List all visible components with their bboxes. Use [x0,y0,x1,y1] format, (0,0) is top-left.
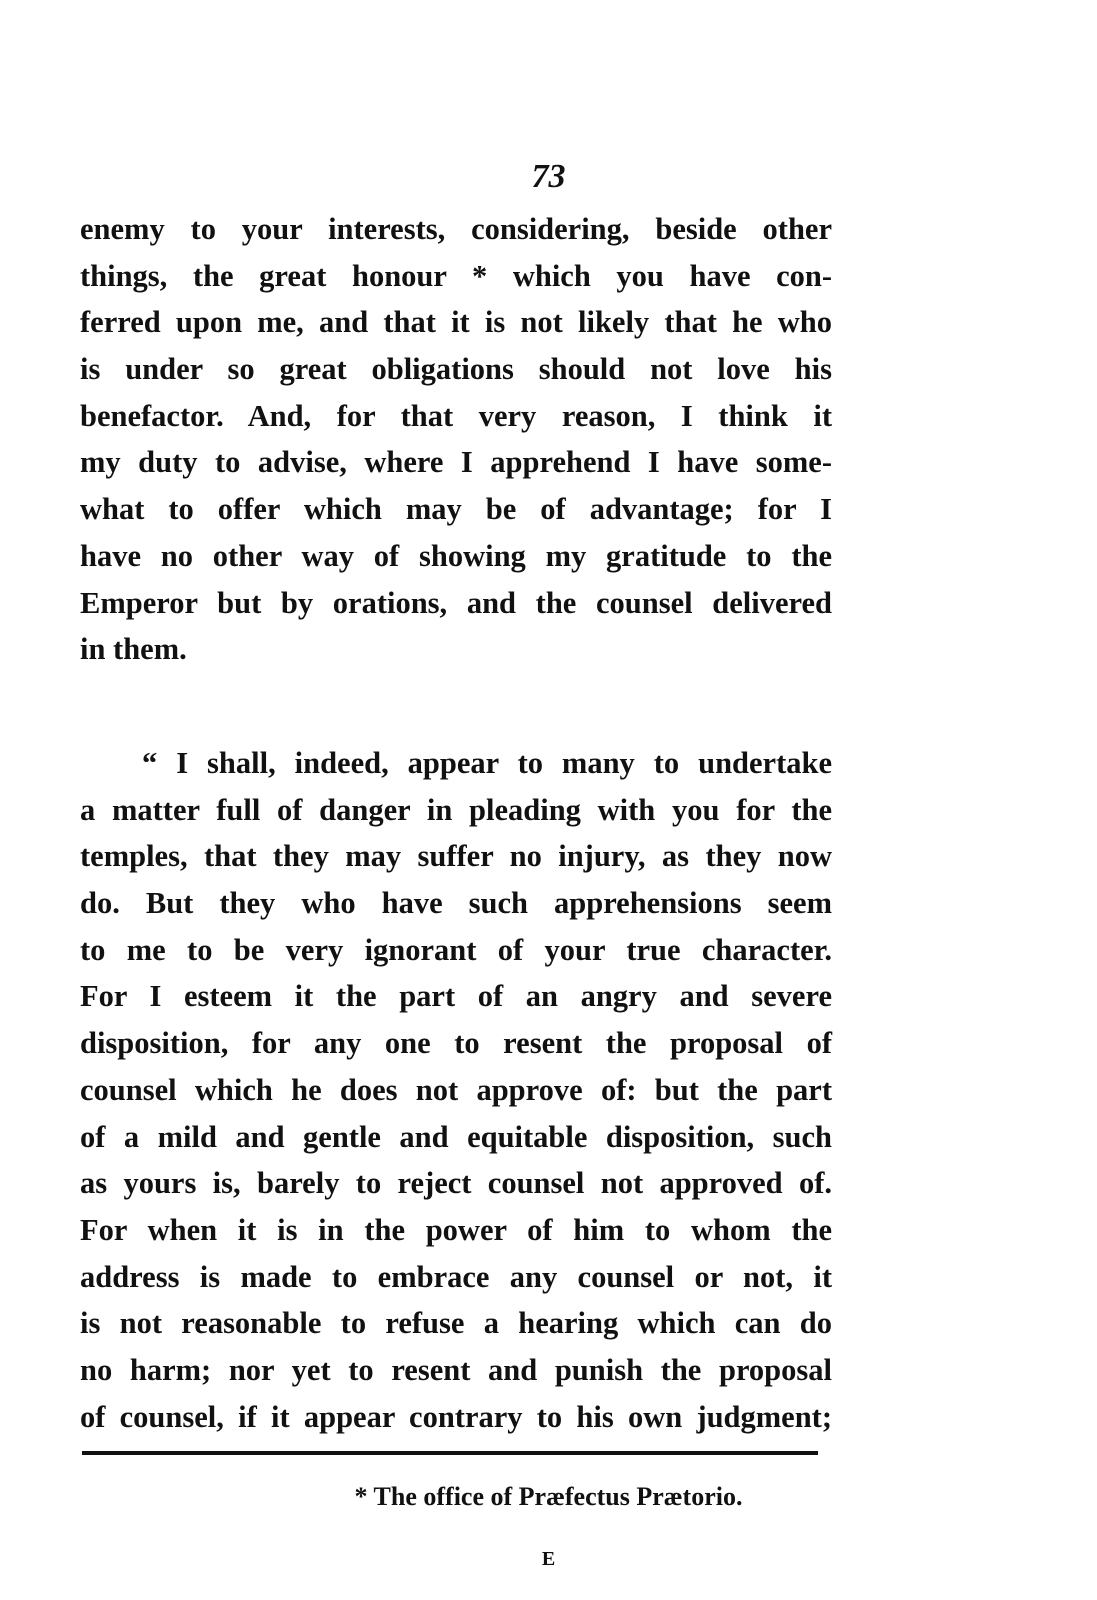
paragraph-2 [80,740,832,1440]
text-line: my duty to advise, where I apprehend I have some- [80,445,832,480]
text-line: of counsel, if it appear contrary to his own judgment; [80,1399,832,1434]
footnote-divider [82,1451,818,1455]
text-line: in them. [80,632,187,667]
text-line: no harm; nor yet to resent and punish the proposal [80,1352,832,1387]
text-line: is under so great obligations should not love his [80,352,832,387]
text-line: do. But they who have such apprehensions seem [80,886,832,921]
text-line: “ I shall, indeed, appear to many to undertake [142,746,832,780]
text-line: For I esteem it the part of an angry and severe [80,979,832,1014]
text-line: disposition, for any one to resent the proposal of [80,1026,832,1061]
page-number: 73 [531,158,566,195]
text-line: temples, that they may suffer no injury, as they now [80,839,832,874]
text-line: things, the great honour * which you have con- [80,258,832,293]
text-line: enemy to your interests, considering, beside other [80,212,832,246]
text-line: to me to be very ignorant of your true character. [80,932,832,967]
text-line: For when it is in the power of him to whom the [80,1212,832,1247]
text-line: ferred upon me, and that it is not likely that he who [80,305,832,340]
text-line: of a mild and gentle and equitable disposition, such [80,1119,832,1154]
text-line: counsel which he does not approve of: but the part [80,1072,832,1107]
signature-mark: E [541,1548,556,1570]
text-line: Emperor but by orations, and the counsel delivered [80,585,832,620]
paragraph-1 [80,206,832,673]
text-line: address is made to embrace any counsel or not, it [80,1259,832,1294]
text-line: have no other way of showing my gratitude to the [80,538,832,573]
text-line: benefactor. And, for that very reason, I think it [80,398,832,433]
text-line: is not reasonable to refuse a hearing which can do [80,1306,832,1341]
footnote: * The office of Præfectus Prætorio. [354,1482,743,1511]
text-line: as yours is, barely to reject counsel not approved of. [80,1166,832,1201]
text-line: what to offer which may be of advantage; for I [80,492,832,527]
text-line: a matter full of danger in pleading with you for the [80,792,832,827]
